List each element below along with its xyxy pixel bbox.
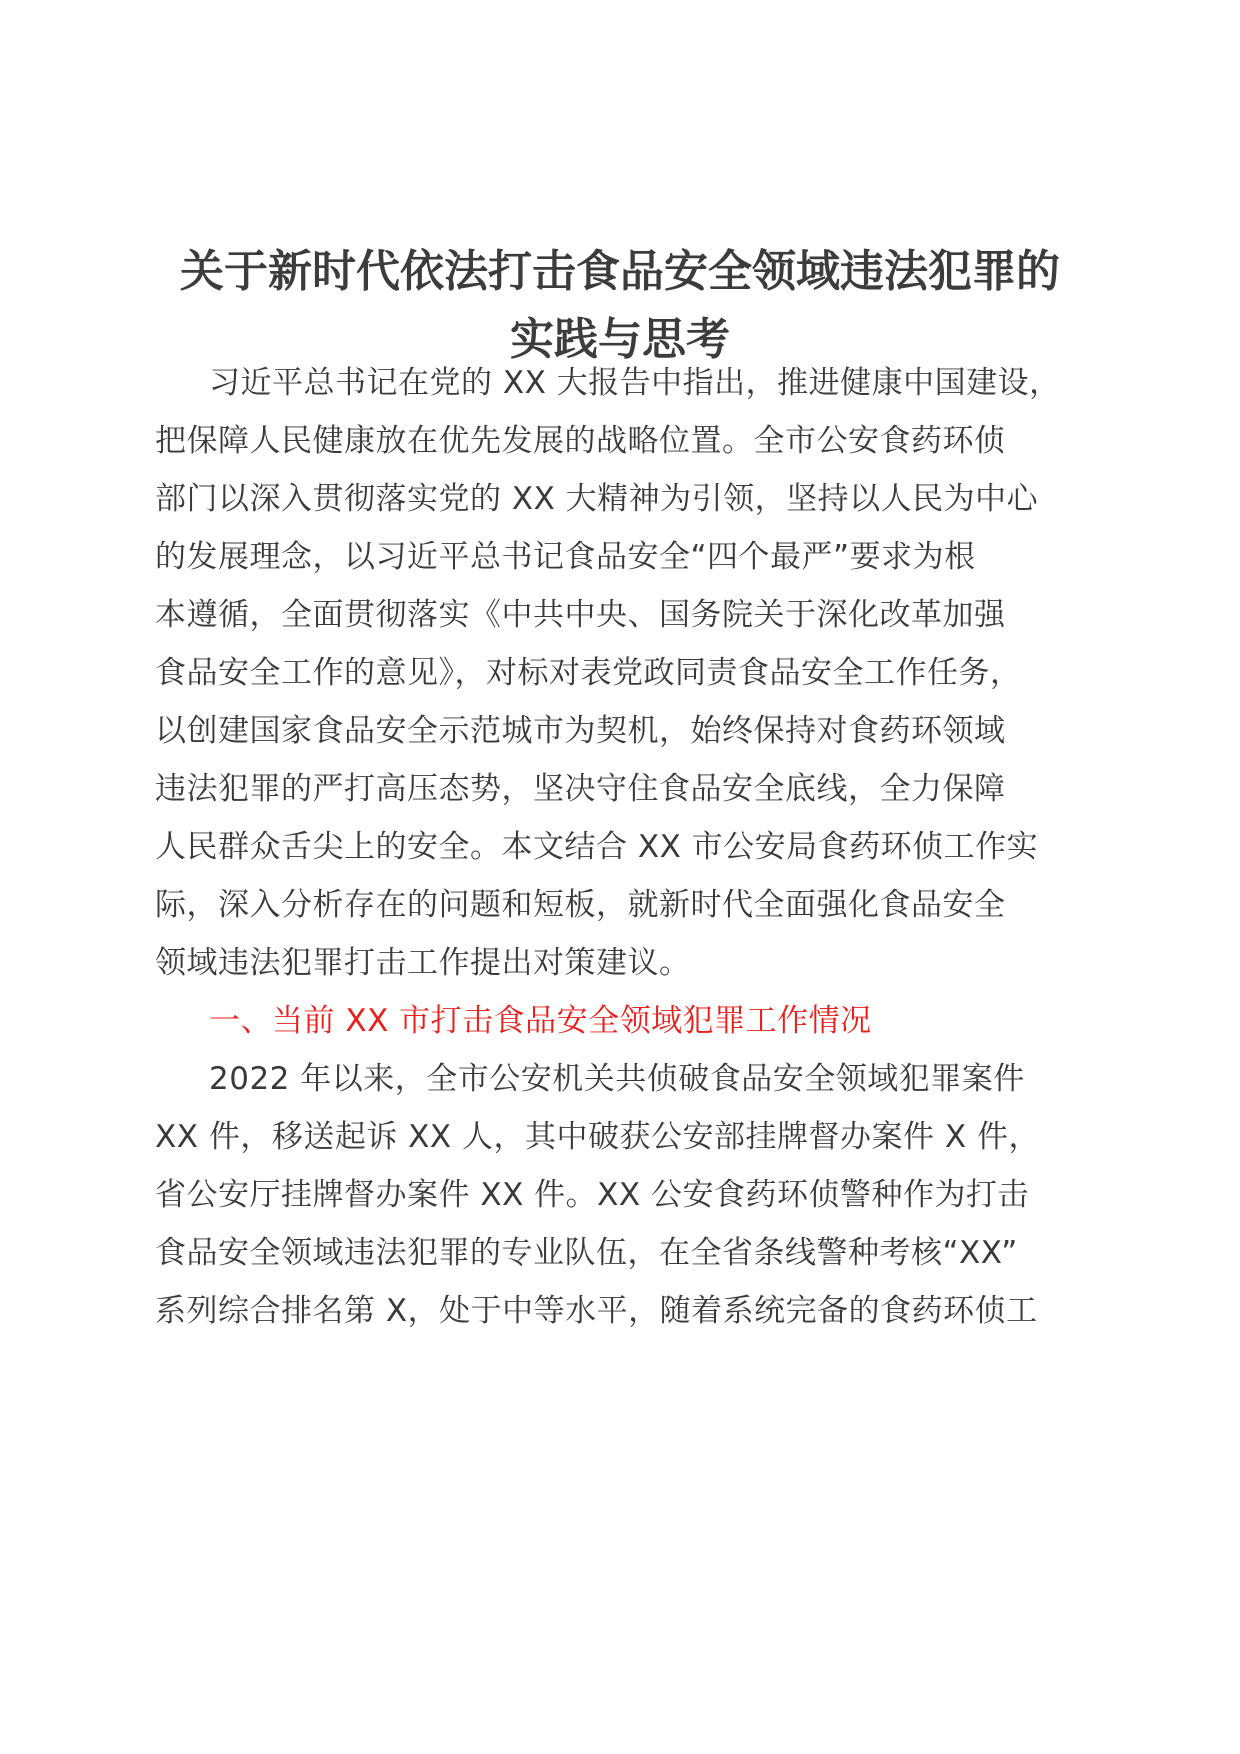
document-title-line-1: 关于新时代依法打击食品安全领域违法犯罪的 <box>180 246 1060 297</box>
section-paragraph-line: 系列综合排名第 X，处于中等水平，随着系统完备的食药环侦工 <box>155 1293 1038 1329</box>
intro-paragraph-line: 的发展理念，以习近平总书记食品安全“四个最严”要求为根 <box>155 539 976 575</box>
intro-paragraph-line: 人民群众舌尖上的安全。本文结合 XX 市公安局食药环侦工作实 <box>155 829 1039 865</box>
intro-paragraph-line: 习近平总书记在党的 XX 大报告中指出，推进健康中国建设， <box>209 365 1061 401</box>
section-paragraph-line: 2022 年以来，全市公安机关共侦破食品安全领域犯罪案件 <box>209 1061 1025 1097</box>
section-paragraph-line: 食品安全领域违法犯罪的专业队伍，在全省条线警种考核“XX” <box>155 1235 1018 1271</box>
intro-paragraph-line: 领域违法犯罪打击工作提出对策建议。 <box>155 945 691 981</box>
intro-paragraph-line: 把保障人民健康放在优先发展的战略位置。全市公安食药环侦 <box>155 423 1006 459</box>
section-paragraph-line: XX 件，移送起诉 XX 人，其中破获公安部挂牌督办案件 X 件， <box>155 1119 1040 1155</box>
document-title-line-2: 实践与思考 <box>510 314 730 365</box>
intro-paragraph-line: 食品安全工作的意见》，对标对表党政同责食品安全工作任务， <box>155 655 1022 691</box>
intro-paragraph-line: 违法犯罪的严打高压态势，坚决守住食品安全底线，全力保障 <box>155 771 1006 807</box>
section-paragraph-line: 省公安厅挂牌督办案件 XX 件。XX 公安食药环侦警种作为打击 <box>155 1177 1030 1213</box>
intro-paragraph-line: 部门以深入贯彻落实党的 XX 大精神为引领，坚持以人民为中心 <box>155 481 1039 517</box>
intro-paragraph-line: 本遵循，全面贯彻落实《中共中央、国务院关于深化改革加强 <box>155 597 1006 633</box>
intro-paragraph-line: 际，深入分析存在的问题和短板，就新时代全面强化食品安全 <box>155 887 1006 923</box>
section-heading: 一、当前 XX 市打击食品安全领域犯罪工作情况 <box>209 1003 872 1039</box>
intro-paragraph-line: 以创建国家食品安全示范城市为契机，始终保持对食药环领域 <box>155 713 1006 749</box>
